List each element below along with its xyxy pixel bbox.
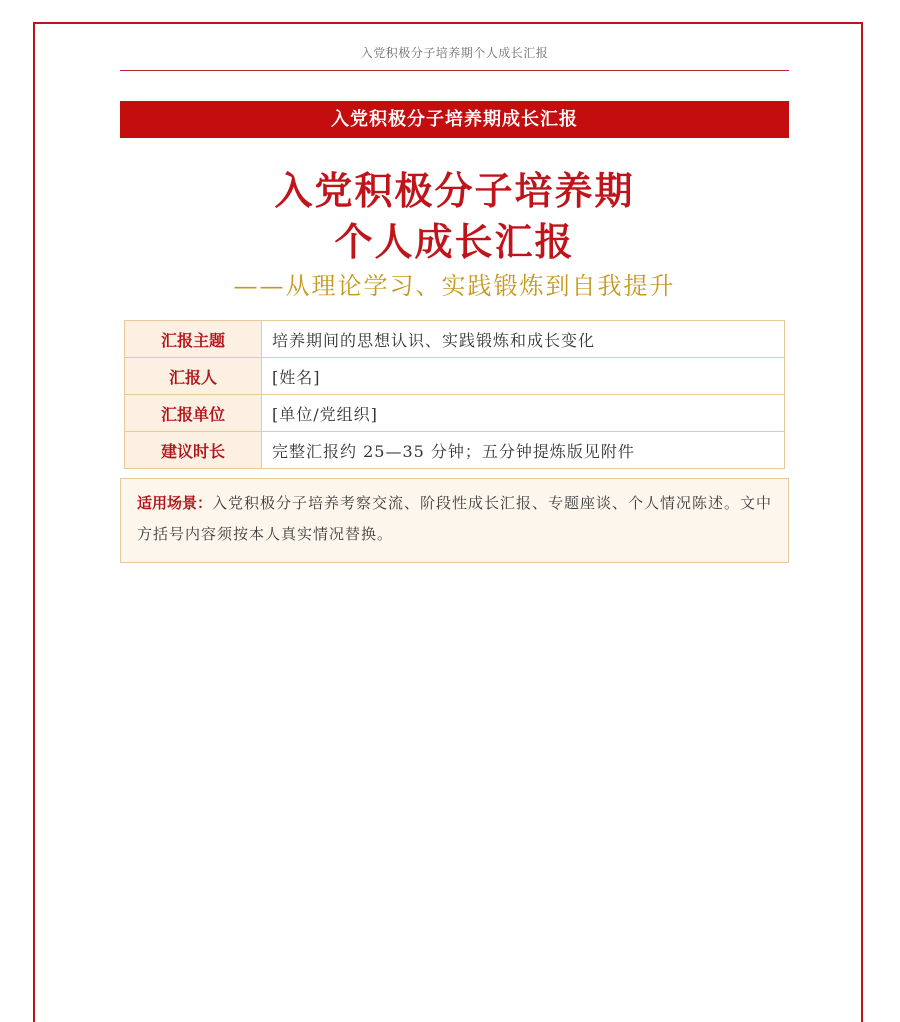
info-key: 汇报单位 <box>125 395 262 432</box>
info-table <box>124 320 785 469</box>
info-value: [姓名] <box>262 358 785 395</box>
info-row-topic <box>125 321 785 358</box>
info-value: [单位/党组织] <box>262 395 785 432</box>
info-key: 汇报人 <box>125 358 262 395</box>
info-key: 汇报主题 <box>125 321 262 358</box>
info-row-unit <box>125 395 785 432</box>
header-rule <box>120 70 789 71</box>
main-title-line2: 个人成长汇报 <box>334 220 575 264</box>
main-title-line1: 入党积极分子培养期 <box>274 169 635 213</box>
title-banner: 入党积极分子培养期成长汇报 <box>120 101 789 138</box>
running-header: 入党积极分子培养期个人成长汇报 <box>360 46 549 60</box>
info-row-duration <box>125 432 785 469</box>
info-value: 培养期间的思想认识、实践锻炼和成长变化 <box>262 321 785 358</box>
usage-note-label: 适用场景： <box>137 494 213 512</box>
usage-note <box>120 478 789 563</box>
info-key: 建议时长 <box>125 432 262 469</box>
info-row-reporter <box>125 358 785 395</box>
info-value: 完整汇报约 25—35 分钟；五分钟提炼版见附件 <box>262 432 785 469</box>
usage-note-text: 入党积极分子培养考察交流、阶段性成长汇报、专题座谈、个人情况陈述。文中方括号内容须按本人真实情况替换。 <box>137 494 773 543</box>
subtitle: ——从理论学习、实践锻炼到自我提升 <box>233 272 676 300</box>
